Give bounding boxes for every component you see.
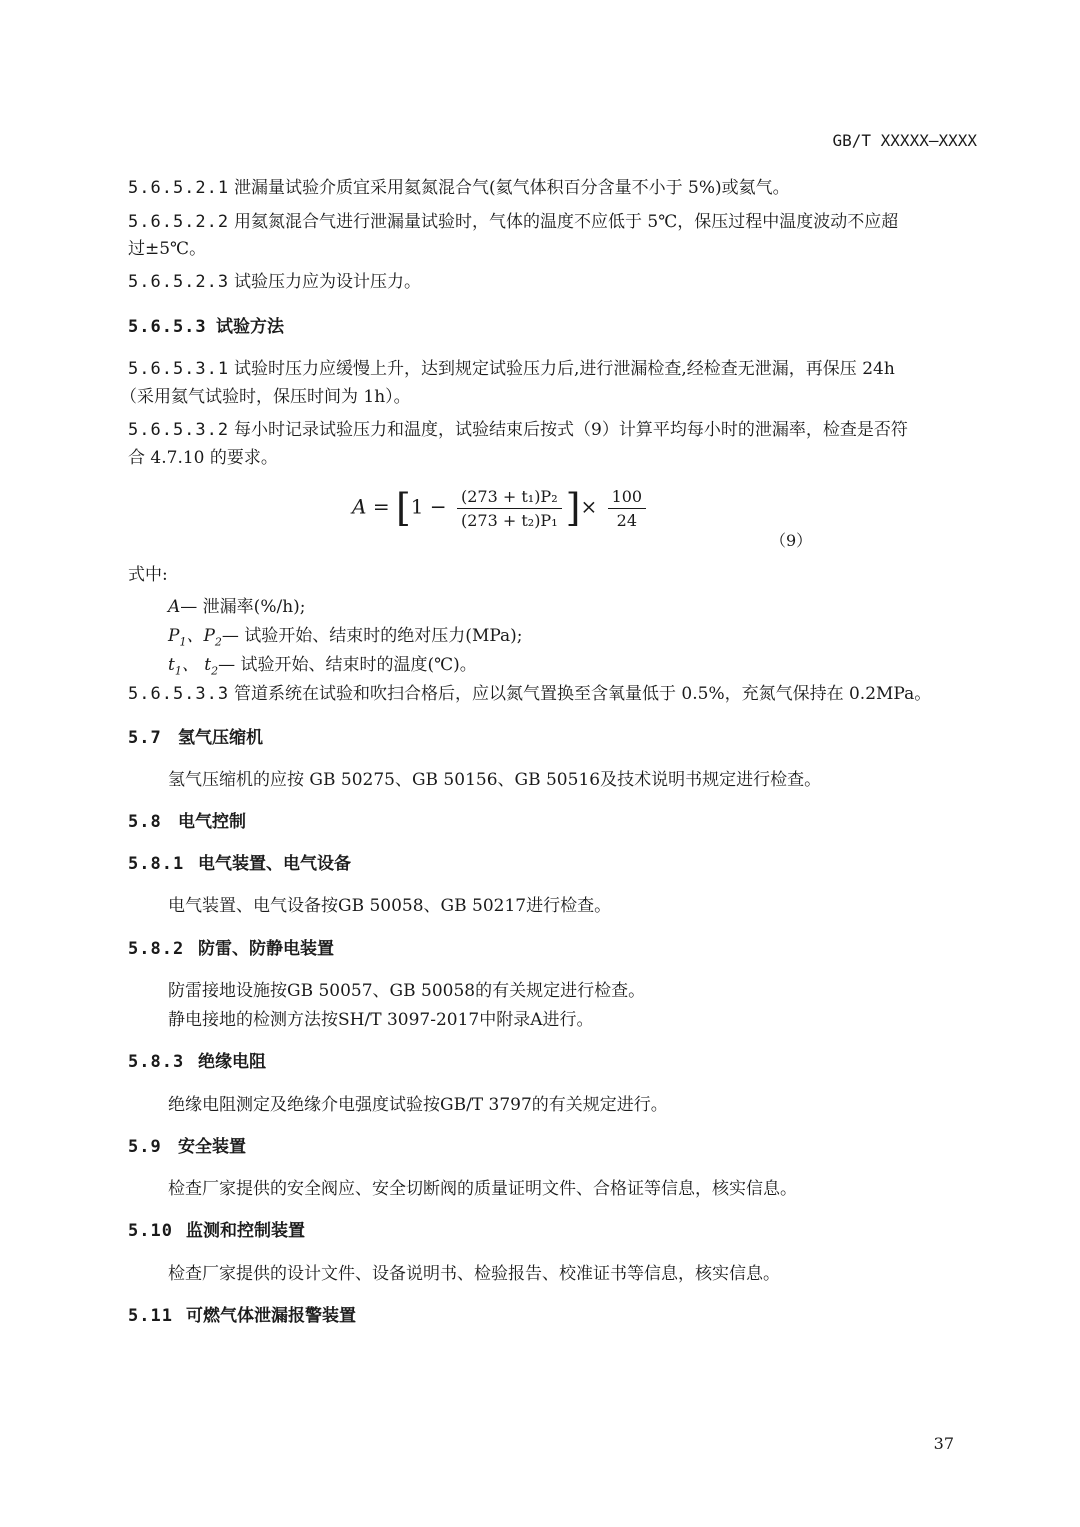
clause-number: 5.6.5.2.2 [128,212,230,232]
heading-5-7 [128,726,263,750]
heading-text: 安全装置 [178,1137,246,1157]
heading-number: 5.8.3 [128,1052,185,1072]
hours-fraction [608,487,647,530]
heading-5-8-1 [128,852,351,876]
paragraph: 氢气压缩机的应按 GB 50275、GB 50156、GB 50516及技术说明书规定进行检查。 [168,770,822,790]
leak-rate-formula [352,486,650,530]
variable-t-definition [168,650,477,677]
clause-5-6-5-2-1 [128,176,790,200]
fraction-denominator: 24 [616,510,638,530]
heading-5-8-2 [128,937,334,961]
equation-number: （9） [770,531,813,550]
clause-5-6-5-2-3 [128,270,421,294]
heading-5-6-5-3 [128,315,284,339]
clause-continuation: （采用氦气试验时，保压时间为 1h）。 [120,387,411,407]
clause-text: 试验压力应为设计压力。 [234,272,421,292]
heading-5-10 [128,1219,305,1243]
where-label: 式中: [128,565,168,585]
clause-5-6-5-3-1 [128,357,895,381]
heading-5-8 [128,810,246,834]
heading-text: 试验方法 [216,317,284,337]
clause-number: 5.6.5.3.3 [128,684,230,704]
variable-text: — 试验开始、结束时的绝对压力(MPa); [221,626,523,646]
clause-text: 试验时压力应缓慢上升，达到规定试验压力后,进行泄漏检查,经检查无泄漏，再保压 24h [234,359,895,379]
variable-symbol: $P_1$、$P_2$ [168,626,222,649]
heading-number: 5.8 [128,812,162,832]
fraction-numerator: 100 [608,487,647,509]
fraction-numerator: (273 + t₁)P₂ [457,487,562,509]
formula-equals: = [372,494,390,519]
heading-5-9 [128,1135,246,1159]
paragraph: 检查厂家提供的设计文件、设备说明书、检验报告、校准证书等信息，核实信息。 [168,1264,780,1284]
heading-number: 5.9 [128,1137,162,1157]
clause-text: 用氦氮混合气进行泄漏量试验时，气体的温度不应低于 5℃，保压过程中温度波动不应超 [234,212,899,232]
heading-number: 5.8.2 [128,939,185,959]
formula-one: 1 [410,494,424,519]
heading-text: 绝缘电阻 [198,1052,266,1072]
variable-a-definition [168,592,306,617]
variable-p-definition [168,621,523,648]
heading-text: 监测和控制装置 [186,1221,305,1241]
heading-number: 5.7 [128,728,162,748]
heading-5-11 [128,1304,356,1328]
clause-number: 5.6.5.2.3 [128,272,230,292]
heading-5-8-3 [128,1050,266,1074]
clause-5-6-5-3-3 [128,682,931,706]
heading-number: 5.8.1 [128,854,185,874]
heading-number: 5.6.5.3 [128,317,207,337]
clause-text: 管道系统在试验和吹扫合格后，应以氮气置换至含氧量低于 0.5%，充氮气保持在 0.2MPa。 [234,684,932,704]
clause-5-6-5-3-2 [128,418,908,442]
temperature-pressure-fraction [457,487,562,530]
clause-5-6-5-2-2 [128,210,898,234]
variable-text: — 试验开始、结束时的温度(℃)。 [218,655,477,675]
formula-lhs: A [352,494,367,519]
variable-text: — 泄漏率(%/h); [180,597,306,617]
heading-text: 电气装置、电气设备 [198,854,351,874]
paragraph: 电气装置、电气设备按GB 50058、GB 50217进行检查。 [168,896,612,916]
variable-symbol: A [168,597,181,617]
clause-number: 5.6.5.2.1 [128,178,230,198]
heading-text: 可燃气体泄漏报警装置 [186,1306,356,1326]
fraction-denominator: (273 + t₂)P₁ [460,510,558,530]
clause-text: 泄漏量试验介质宜采用氦氮混合气(氦气体积百分含量不小于 5%)或氦气。 [234,178,790,198]
paragraph: 检查厂家提供的安全阀应、安全切断阀的质量证明文件、合格证等信息，核实信息。 [168,1179,797,1199]
formula-times: × [580,494,598,519]
heading-text: 防雷、防静电装置 [198,939,334,959]
paragraph: 静电接地的检测方法按SH/T 3097-2017中附录A进行。 [168,1010,594,1030]
heading-number: 5.11 [128,1306,173,1326]
clause-text: 每小时记录试验压力和温度，试验结束后按式（9）计算平均每小时的泄漏率，检查是否符 [234,420,908,440]
document-code-header: GB/T XXXXX—XXXX [832,131,977,150]
clause-continuation: 合 4.7.10 的要求。 [128,448,278,468]
left-bracket: [ [395,486,411,530]
right-bracket: ] [565,486,581,530]
clause-continuation: 过±5℃。 [128,239,207,259]
clause-number: 5.6.5.3.2 [128,420,230,440]
variable-symbol: $t_1$、 $t_2$ [168,655,219,678]
paragraph: 绝缘电阻测定及绝缘介电强度试验按GB/T 3797的有关规定进行。 [168,1095,668,1115]
clause-number: 5.6.5.3.1 [128,359,230,379]
formula-minus: − [429,494,447,519]
heading-number: 5.10 [128,1221,173,1241]
page-number: 37 [933,1434,954,1453]
heading-text: 氢气压缩机 [178,728,263,748]
paragraph: 防雷接地设施按GB 50057、GB 50058的有关规定进行检查。 [168,981,646,1001]
heading-text: 电气控制 [178,812,246,832]
